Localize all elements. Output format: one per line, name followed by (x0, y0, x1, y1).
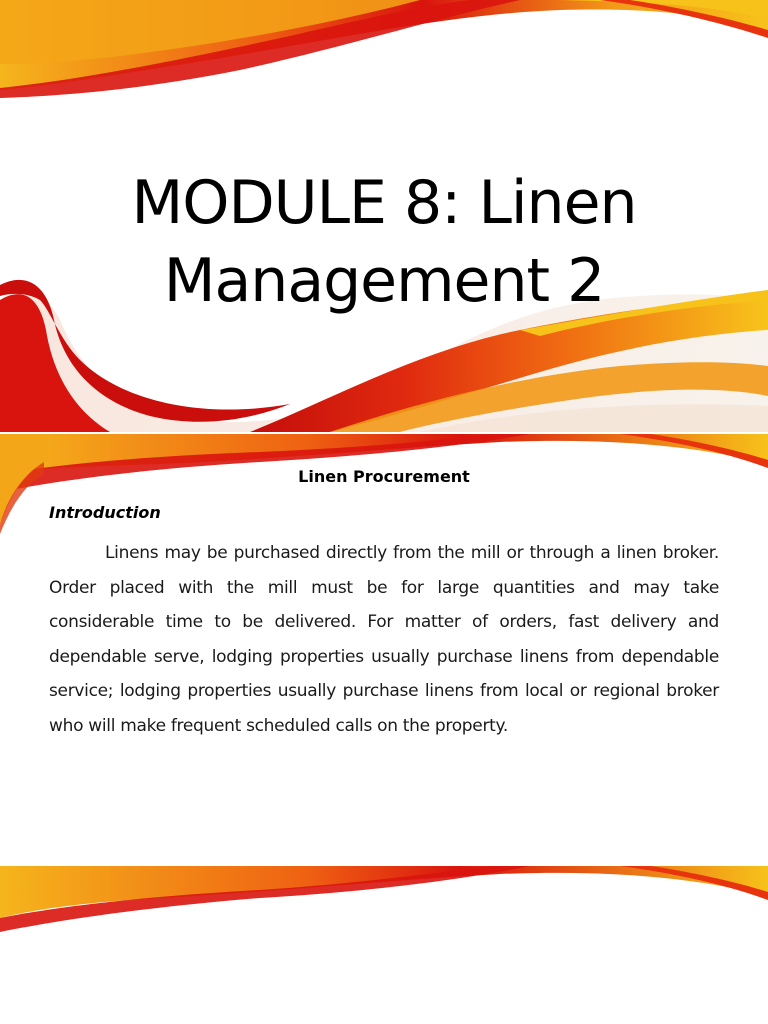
title-slide (0, 0, 768, 432)
slide-title-line-2: Management 2 (163, 246, 605, 317)
content-slide (0, 434, 768, 866)
section-heading: Linen Procurement (298, 467, 470, 486)
body-paragraph: Linens may be purchased directly from the mill or through a linen broker. Order placed with the mill must be for large quantities and may take considerable time to be delivered. For matter of orders, fast delivery and dependable serve, lodging properties usually purchase linens from dependable service; lodging properties usually purchase linens from local or regional broker who will make frequent scheduled calls on the property. (49, 543, 719, 736)
subsection-heading: Introduction (49, 503, 161, 522)
ribbon-decoration (0, 866, 768, 1024)
next-slide-partial (0, 866, 768, 1024)
slide-title-line-1: MODULE 8: Linen (131, 168, 637, 239)
slide-title (0, 164, 768, 320)
